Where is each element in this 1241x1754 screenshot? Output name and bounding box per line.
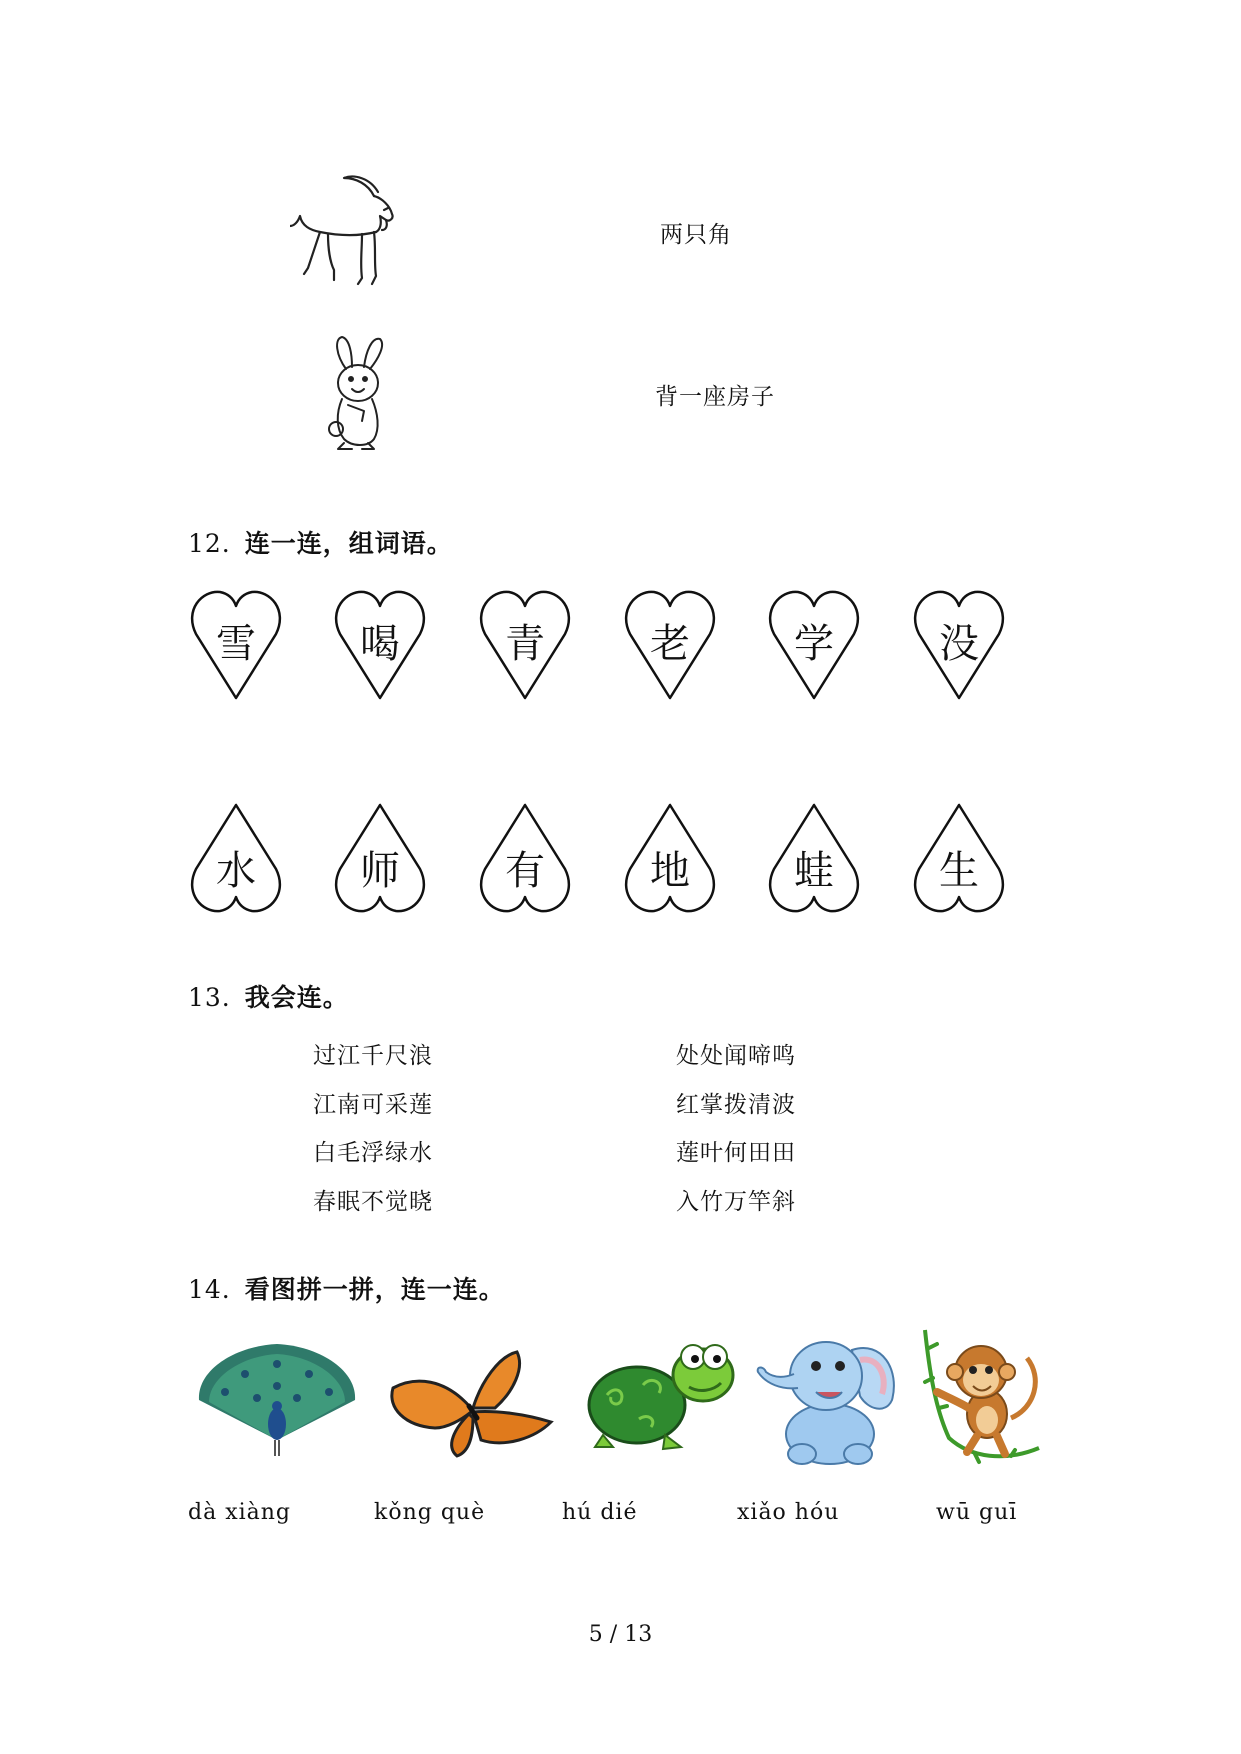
heart-character: 蛙 (794, 848, 834, 894)
peacock-icon (195, 1340, 360, 1460)
top-heart-3 (477, 588, 573, 706)
poem-right-2: 红掌拨清波 (676, 1092, 796, 1118)
goat-icon (290, 170, 410, 295)
turtle-icon (585, 1335, 735, 1453)
section13-number: 13. (188, 983, 231, 1012)
heart-character: 青 (505, 621, 545, 667)
rabbit-icon (318, 335, 398, 453)
section12-heading (188, 524, 453, 560)
poem-left-1: 过江千尺浪 (313, 1043, 433, 1069)
top-heart-6 (911, 588, 1007, 706)
bottom-heart-4 (622, 799, 718, 917)
section13-title: 我会连。 (244, 983, 349, 1012)
heart-character: 学 (794, 621, 834, 667)
bottom-heart-5 (766, 799, 862, 917)
top-heart-2 (332, 588, 428, 706)
section14-number: 14. (188, 1275, 231, 1304)
section11-row2-text: 背一座房子 (655, 384, 775, 410)
heart-character: 没 (939, 621, 979, 667)
poem-right-1: 处处闻啼鸣 (676, 1043, 796, 1069)
heart-character: 师 (360, 848, 400, 894)
heart-character: 喝 (360, 621, 400, 667)
bottom-heart-1 (188, 799, 284, 917)
page-number: 5 / 13 (588, 1622, 653, 1647)
heart-character: 有 (505, 848, 545, 894)
section14-title: 看图拼一拼，连一连。 (244, 1275, 505, 1304)
poem-right-3: 莲叶何田田 (676, 1140, 796, 1166)
poem-left-4: 春眠不觉晓 (313, 1189, 433, 1215)
heart-character: 老 (650, 621, 690, 667)
pinyin-5: wū guī (936, 1500, 1018, 1525)
pinyin-1: dà xiàng (188, 1500, 292, 1525)
top-heart-4 (622, 588, 718, 706)
top-heart-1 (188, 588, 284, 706)
heart-character: 地 (650, 848, 690, 894)
poem-right-4: 入竹万竿斜 (676, 1189, 796, 1215)
elephant-icon (752, 1330, 902, 1470)
poem-left-3: 白毛浮绿水 (313, 1140, 433, 1166)
heart-character: 生 (939, 848, 979, 894)
heart-character: 雪 (216, 621, 256, 667)
section12-number: 12. (188, 529, 231, 558)
section11-row1-text: 两只角 (660, 222, 732, 248)
poem-left-2: 江南可采莲 (313, 1092, 433, 1118)
pinyin-2: kǒng què (374, 1500, 486, 1525)
section12-title: 连一连，组词语。 (244, 529, 453, 558)
pinyin-3: hú dié (562, 1500, 638, 1525)
section13-heading (188, 978, 349, 1014)
bottom-heart-6 (911, 799, 1007, 917)
pinyin-4: xiǎo hóu (737, 1500, 840, 1525)
heart-character: 水 (216, 848, 256, 894)
butterfly-icon (385, 1348, 560, 1463)
monkey-icon (915, 1328, 1045, 1468)
top-heart-5 (766, 588, 862, 706)
section14-heading (188, 1270, 505, 1306)
bottom-heart-3 (477, 799, 573, 917)
bottom-heart-2 (332, 799, 428, 917)
